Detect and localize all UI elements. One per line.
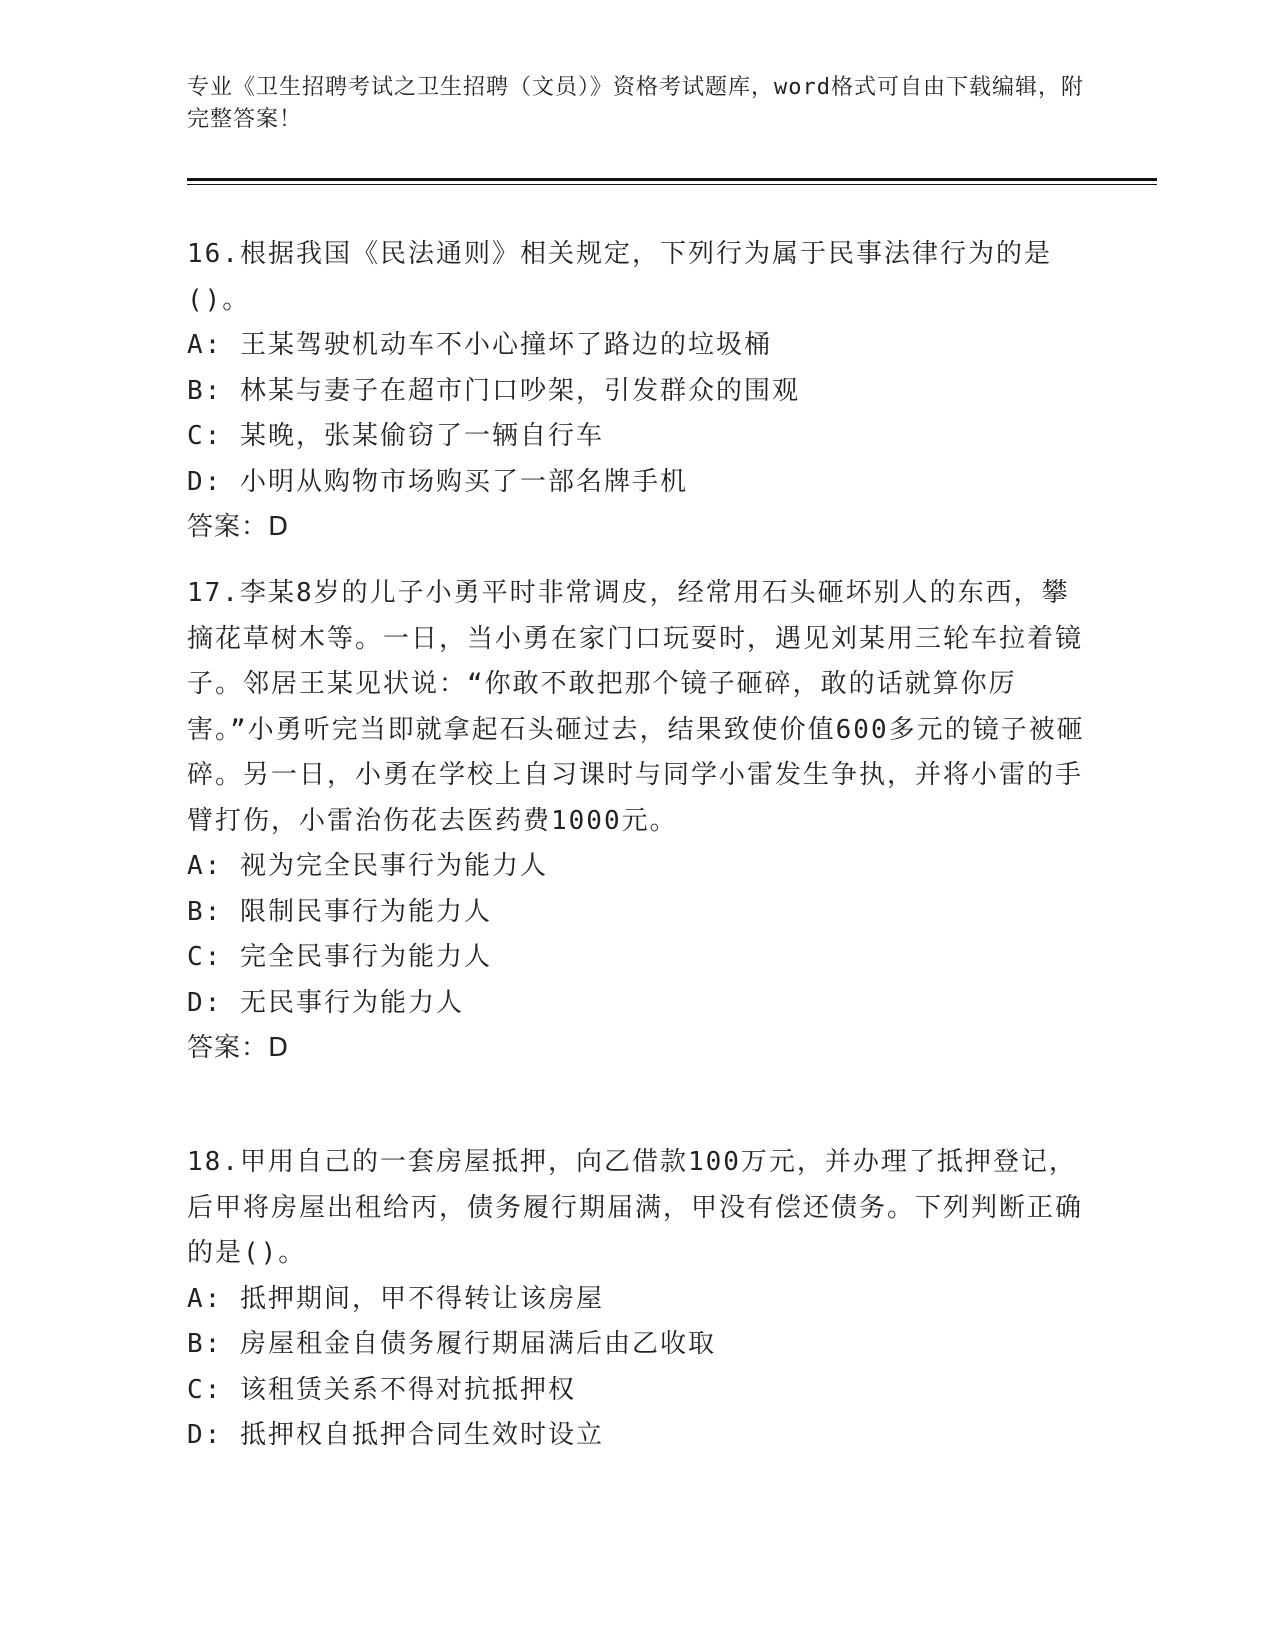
option-c: C: 某晚，张某偷窃了一辆自行车 xyxy=(187,421,604,451)
option-d: D: 小明从购物市场购买了一部名牌手机 xyxy=(187,466,688,497)
option-d: D: 无民事行为能力人 xyxy=(187,987,464,1018)
answer-label: 答案：D xyxy=(187,512,290,542)
option-d: D: 抵押权自抵押合同生效时设立 xyxy=(187,1420,604,1450)
option-c: C: 完全民事行为能力人 xyxy=(187,942,492,972)
question-stem: 16.根据我国《民法通则》相关规定，下列行为属于民事法律行为的是()。 xyxy=(187,239,1052,315)
question-18 xyxy=(187,1140,1087,1459)
question-stem: 18.甲用自己的一套房屋抵押，向乙借款100万元，并办理了抵押登记，后甲将房屋出租给丙，债务履行期届满，甲没有偿还债务。下列判断正确的是()。 xyxy=(187,1147,1084,1268)
option-a: A: 抵押期间，甲不得转让该房屋 xyxy=(187,1283,604,1314)
document-header: 专业《卫生招聘考试之卫生招聘（文员）》资格考试题库，word格式可自由下载编辑，附完整答案！ xyxy=(187,75,1084,132)
header-divider-thin xyxy=(187,184,1157,185)
answer-label: 答案：D xyxy=(187,1033,290,1063)
option-a: A: 王某驾驶机动车不小心撞坏了路边的垃圾桶 xyxy=(187,330,772,360)
option-b: B: 房屋租金自债务履行期届满后由乙收取 xyxy=(187,1329,716,1359)
option-a: A: 视为完全民事行为能力人 xyxy=(187,851,548,881)
option-b: B: 林某与妻子在超市门口吵架，引发群众的围观 xyxy=(187,375,800,406)
question-stem: 17.李某8岁的儿子小勇平时非常调皮，经常用石头砸坏别人的东西，攀摘花草树木等。一日，当小勇在家门口玩耍时，遇见刘某用三轮车拉着镜子。邻居王某见状说：“你敢不敢把那个镜子砸碎，敢的话就算你厉害。”小勇听完当即就拿起石头砸过去，结果致使价值600多元的镜子被砸碎。另一日，小勇在学校上自习课时与同学小雷发生争执，并将小雷的手臂打伤，小雷治伤花去医药费1000元。 xyxy=(187,578,1085,836)
question-16 xyxy=(187,232,1087,551)
option-c: C: 该租赁关系不得对抗抵押权 xyxy=(187,1374,576,1405)
question-17 xyxy=(187,571,1087,1072)
header-divider-thick xyxy=(187,178,1157,181)
option-b: B: 限制民事行为能力人 xyxy=(187,896,492,927)
